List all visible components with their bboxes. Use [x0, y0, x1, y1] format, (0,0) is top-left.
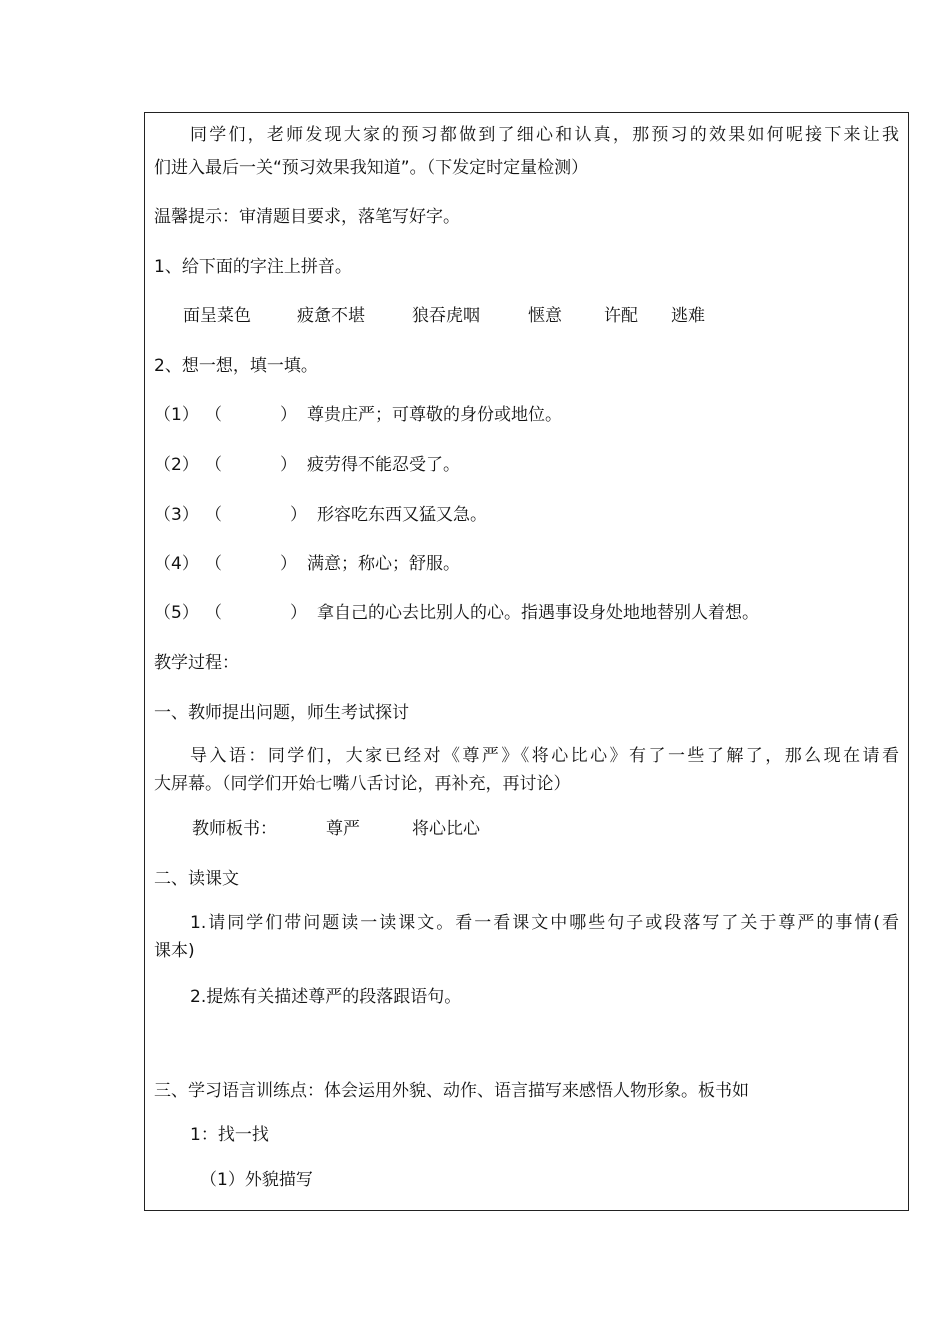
- pinyin-word: 狼吞虎咽: [412, 306, 480, 326]
- section-3-sub-1: 1：找一找: [190, 1125, 269, 1145]
- question-2-title: 2、想一想，填一填。: [154, 356, 318, 376]
- item-number: （5）: [154, 603, 199, 623]
- blank-open-paren: （: [205, 455, 222, 475]
- item-definition: 拿自己的心去比别人的心。指遇事设身处地地替别人着想。: [317, 603, 759, 623]
- section-1-heading: 一、教师提出问题，师生考试探讨: [154, 703, 409, 723]
- section-3-heading: 三、学习语言训练点：体会运用外貌、动作、语言描写来感悟人物形象。板书如: [154, 1081, 749, 1101]
- section-3-sub-1-item-1: （1）外貌描写: [200, 1170, 313, 1190]
- item-definition: 尊贵庄严；可尊敬的身份或地位。: [307, 405, 562, 425]
- blank-close-paren: ）: [280, 554, 297, 574]
- blank-close-paren: ）: [290, 603, 307, 623]
- pinyin-word: 许配: [604, 306, 638, 326]
- board-label: 教师板书：: [192, 819, 277, 839]
- process-title: 教学过程：: [154, 653, 239, 673]
- lead-text-line-2: 大屏幕。（同学们开始七嘴八舌讨论，再补充，再讨论）: [154, 774, 571, 794]
- blank-open-paren: （: [205, 405, 222, 425]
- lead-text-line-1: 导入语：同学们，大家已经对《尊严》《将心比心》有了一些了解了，那么现在请看: [190, 746, 899, 766]
- item-number: （3）: [154, 505, 199, 525]
- section-2-item-1-line-2: 课本): [154, 941, 195, 961]
- board-item: 尊严: [326, 819, 360, 839]
- section-2-item-1-line-1: 1.请同学们带问题读一读课文。看一看课文中哪些句子或段落写了关于尊严的事情(看: [190, 913, 899, 933]
- blank-open-paren: （: [205, 603, 222, 623]
- blank-open-paren: （: [205, 554, 222, 574]
- item-definition: 满意；称心；舒服。: [307, 554, 460, 574]
- item-definition: 疲劳得不能忍受了。: [307, 455, 460, 475]
- intro-line-2: 们进入最后一关“预习效果我知道”。（下发定时定量检测）: [154, 158, 589, 178]
- blank-close-paren: ）: [280, 405, 297, 425]
- pinyin-word: 逃难: [671, 306, 705, 326]
- blank-close-paren: ）: [290, 505, 307, 525]
- pinyin-word: 疲惫不堪: [297, 306, 365, 326]
- warm-tip: 温馨提示：审清题目要求，落笔写好字。: [154, 207, 460, 227]
- blank-close-paren: ）: [280, 455, 297, 475]
- item-number: （4）: [154, 554, 199, 574]
- pinyin-word: 惬意: [528, 306, 562, 326]
- question-1-title: 1、给下面的字注上拼音。: [154, 257, 352, 277]
- blank-open-paren: （: [205, 505, 222, 525]
- intro-line-1: 同学们，老师发现大家的预习都做到了细心和认真，那预习的效果如何呢接下来让我: [190, 125, 899, 145]
- item-number: （2）: [154, 455, 199, 475]
- item-number: （1）: [154, 405, 199, 425]
- board-item: 将心比心: [412, 819, 480, 839]
- section-2-item-2: 2.提炼有关描述尊严的段落跟语句。: [190, 987, 462, 1007]
- section-2-heading: 二、读课文: [154, 869, 239, 889]
- item-definition: 形容吃东西又猛又急。: [317, 505, 487, 525]
- pinyin-word: 面呈菜色: [183, 306, 251, 326]
